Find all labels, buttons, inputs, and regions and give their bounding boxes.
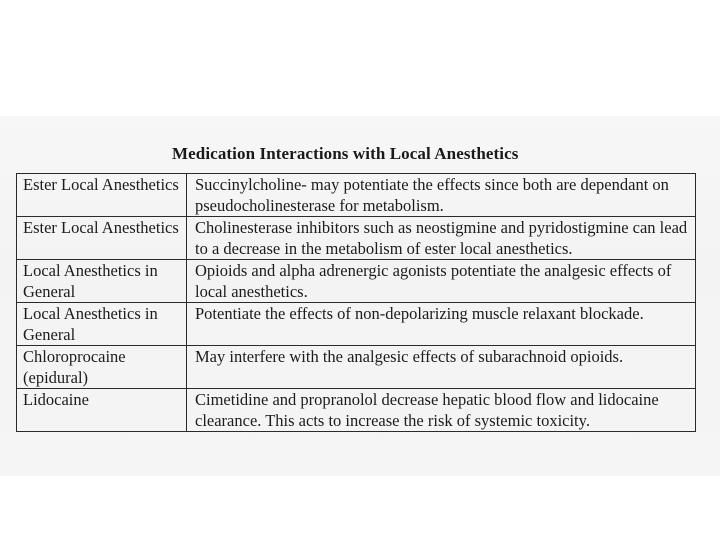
category-cell: Lidocaine <box>17 389 187 432</box>
document-title: Medication Interactions with Local Anesthetics <box>172 144 519 163</box>
interaction-cell: Succinylcholine- may potentiate the effects since both are dependant on pseudocholinesterase for metabolism. <box>187 174 696 217</box>
category-cell: Ester Local Anesthetics <box>17 217 187 260</box>
interaction-cell: Potentiate the effects of non-depolarizing muscle relaxant blockade. <box>187 303 696 346</box>
interaction-cell: Cholinesterase inhibitors such as neostigmine and pyridostigmine can lead to a decrease in the metabolism of ester local anesthetics. <box>187 217 696 260</box>
table-row <box>17 389 696 432</box>
interaction-cell: Opioids and alpha adrenergic agonists potentiate the analgesic effects of local anesthetics. <box>187 260 696 303</box>
interaction-cell: May interfere with the analgesic effects of subarachnoid opioids. <box>187 346 696 389</box>
table-row <box>17 346 696 389</box>
table-row <box>17 303 696 346</box>
category-cell: Local Anesthetics in General <box>17 260 187 303</box>
table-row <box>17 174 696 217</box>
category-cell: Ester Local Anesthetics <box>17 174 187 217</box>
category-cell: Local Anesthetics in General <box>17 303 187 346</box>
table-row <box>17 260 696 303</box>
category-cell: Chloroprocaine (epidural) <box>17 346 187 389</box>
interactions-table <box>16 173 696 432</box>
interaction-cell: Cimetidine and propranolol decrease hepatic blood flow and lidocaine clearance. This acts to increase the risk of systemic toxicity. <box>187 389 696 432</box>
table-row <box>17 217 696 260</box>
